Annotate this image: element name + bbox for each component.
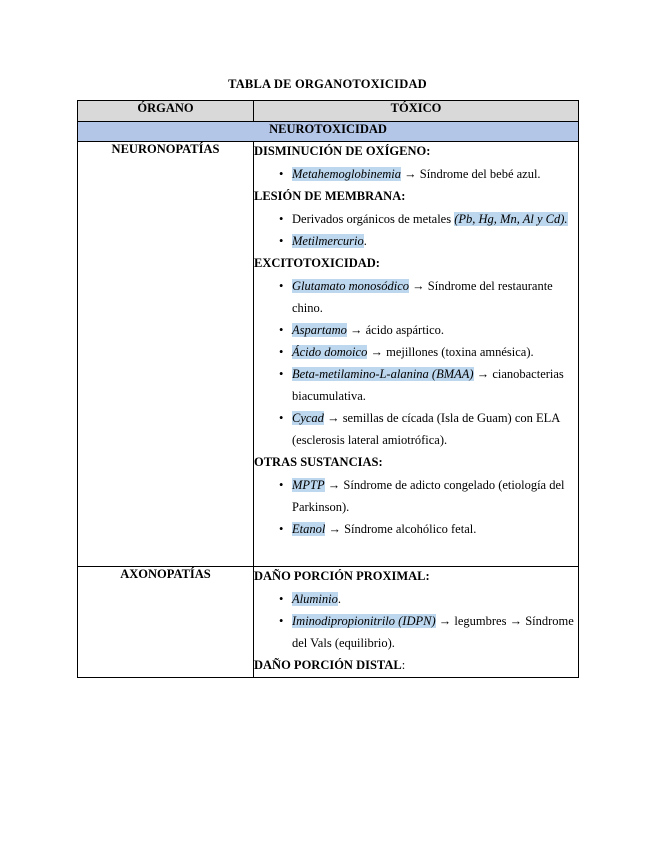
bullet-icon: • (279, 279, 284, 293)
section-row (78, 122, 579, 142)
category-title (254, 142, 578, 161)
item-description: → Síndrome del restaurante chino. (292, 279, 553, 315)
item-description: → ácido aspártico. (346, 323, 445, 337)
item-description: → Síndrome del bebé azul. (401, 167, 541, 181)
toxic-list (254, 474, 578, 540)
table-row (78, 142, 579, 567)
category-title-text: DAÑO PORCIÓN PROXIMAL: (254, 569, 430, 583)
list-item (279, 363, 578, 407)
item-description: → legumbres → Síndrome del Vals (equilibrio). (292, 614, 574, 650)
toxic-list (254, 588, 578, 654)
table-header-row (78, 101, 579, 122)
toxic-agent: (Pb, Hg, Mn, Al y Cd). (454, 212, 568, 226)
bullet-icon: • (279, 323, 284, 337)
list-item (279, 275, 578, 319)
bullet-icon: • (279, 522, 284, 536)
bullet-icon: • (279, 167, 284, 181)
item-description: → cianobacterias biacumulativa. (292, 367, 564, 403)
bullet-icon: • (279, 411, 284, 425)
table-row (78, 567, 579, 678)
category-title-text: OTRAS SUSTANCIAS: (254, 455, 383, 469)
toxic-agent: Iminodipropionitrilo (IDPN) (292, 614, 436, 628)
toxic-cell (254, 567, 579, 678)
toxic-agent: MPTP (292, 478, 325, 492)
list-item (279, 319, 578, 341)
item-description: → mejillones (toxina amnésica). (367, 345, 534, 359)
item-description: → Síndrome de adicto congelado (etiología del Parkinson). (292, 478, 565, 514)
item-description: . (337, 592, 341, 606)
toxic-agent: Glutamato monosódico (292, 279, 410, 293)
list-item (279, 341, 578, 363)
toxic-agent: Cycad (292, 411, 324, 425)
bullet-icon: • (279, 614, 284, 628)
organ-cell: AXONOPATÍAS (78, 567, 254, 678)
category-title-text: DAÑO PORCIÓN DISTAL (254, 658, 402, 672)
item-prefix: Derivados orgánicos de metales (292, 212, 455, 226)
category-title-text: DISMINUCIÓN DE OXÍGENO: (254, 144, 431, 158)
list-item (279, 588, 578, 610)
bullet-icon: • (279, 592, 284, 606)
toxic-cell (254, 142, 579, 567)
list-item (279, 474, 578, 518)
table-body (78, 142, 579, 678)
toxic-list (254, 275, 578, 451)
list-item (279, 230, 578, 252)
toxic-agent: Metilmercurio (292, 234, 364, 248)
category-title (254, 567, 578, 586)
header-toxic: TÓXICO (254, 101, 579, 122)
item-description: → Síndrome alcohólico fetal. (325, 522, 477, 536)
toxic-agent: Ácido domoico (292, 345, 368, 359)
category-title (254, 656, 578, 675)
item-description: → semillas de cícada (Isla de Guam) con ELA (esclerosis lateral amiotrófica). (292, 411, 560, 447)
list-item (279, 407, 578, 451)
list-item (279, 518, 578, 540)
bullet-icon: • (279, 367, 284, 381)
category-title-text: LESIÓN DE MEMBRANA: (254, 189, 406, 203)
toxic-list (254, 208, 578, 252)
category-title (254, 254, 578, 273)
toxic-agent: Aluminio (292, 592, 338, 606)
toxic-agent: Aspartamo (292, 323, 347, 337)
toxic-list (254, 163, 578, 185)
toxic-agent: Beta-metilamino-L-alanina (BMAA) (292, 367, 474, 381)
page-title: TABLA DE ORGANOTOXICIDAD (228, 77, 427, 91)
toxic-agent: Metahemoglobinemia (292, 167, 402, 181)
organotoxicity-table (77, 100, 579, 678)
category-title (254, 453, 578, 472)
section-title: NEUROTOXICIDAD (78, 122, 579, 142)
category-suffix: : (401, 658, 406, 672)
list-item (279, 208, 578, 230)
category-title-text: EXCITOTOXICIDAD: (254, 256, 380, 270)
list-item (279, 163, 578, 185)
bullet-icon: • (279, 345, 284, 359)
list-item (279, 610, 578, 654)
category-title (254, 187, 578, 206)
header-organ: ÓRGANO (78, 101, 254, 122)
bullet-icon: • (279, 212, 284, 226)
toxic-agent: Etanol (292, 522, 326, 536)
bullet-icon: • (279, 234, 284, 248)
cell-spacer (254, 542, 578, 566)
organ-cell: NEURONOPATÍAS (78, 142, 254, 567)
bullet-icon: • (279, 478, 284, 492)
item-description: . (363, 234, 367, 248)
